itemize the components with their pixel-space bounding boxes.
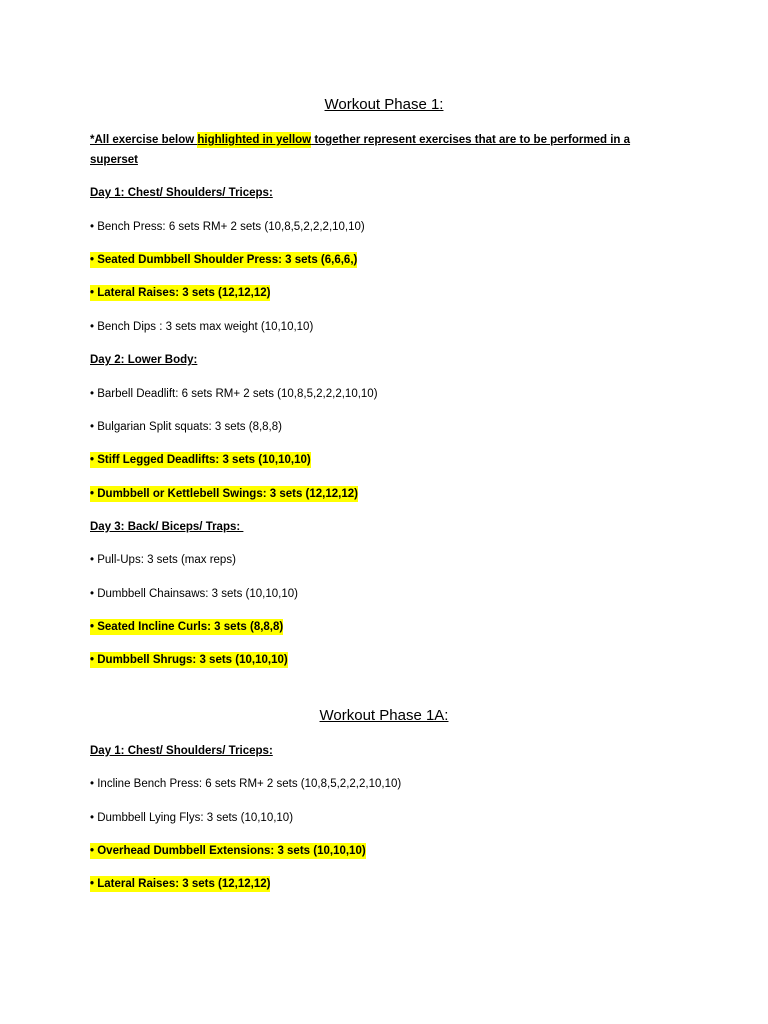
exercise-text: Lateral Raises: 3 sets (12,12,12) [97, 878, 271, 891]
bullet: • [90, 878, 95, 891]
day-heading: Day 1: Chest/ Shoulders/ Triceps: [90, 744, 273, 757]
note-line2: superset [90, 154, 138, 166]
bullet: • [90, 287, 95, 300]
superset-note [0, 130, 730, 170]
exercise-text: Dumbbell or Kettlebell Swings: 3 sets (12,12,12) [97, 487, 358, 500]
exercise-item [0, 317, 768, 337]
exercise-item [0, 774, 768, 794]
exercise-item [0, 450, 768, 470]
exercise-item [0, 484, 768, 504]
exercise-text: Pull-Ups: 3 sets (max reps) [97, 554, 236, 567]
exercise-item [0, 650, 768, 670]
exercise-text: Stiff Legged Deadlifts: 3 sets (10,10,10) [97, 454, 311, 467]
page-title [0, 95, 768, 115]
exercise-text: Dumbbell Lying Flys: 3 sets (10,10,10) [97, 811, 294, 824]
phase1a-title: Workout Phase 1A: [319, 706, 449, 724]
exercise-item [0, 417, 768, 437]
bullet: • [90, 420, 95, 433]
day-heading: Day 1: Chest/ Shoulders/ Triceps: [90, 187, 273, 200]
page-title [0, 706, 768, 726]
highlight-text: highlighted in yellow [197, 134, 312, 146]
exercise-item [0, 550, 768, 570]
phase1-title: Workout Phase 1: [324, 96, 444, 113]
note-suffix: together represent exercises that are to be performed in a [311, 134, 631, 146]
exercise-item [0, 283, 768, 303]
exercise-text: Dumbbell Shrugs: 3 sets (10,10,10) [97, 654, 288, 667]
exercise-item [0, 217, 768, 237]
exercise-text: Lateral Raises: 3 sets (12,12,12) [97, 287, 271, 300]
bullet: • [90, 554, 95, 567]
exercise-item [0, 584, 768, 604]
bullet: • [90, 320, 95, 333]
exercise-text: Incline Bench Press: 6 sets RM+ 2 sets (10,8,5,2,2,2,10,10) [97, 778, 402, 791]
exercise-item [0, 617, 768, 637]
bullet: • [90, 454, 95, 467]
exercise-text: Seated Incline Curls: 3 sets (8,8,8) [97, 621, 284, 634]
exercise-text: Overhead Dumbbell Extensions: 3 sets (10,10,10) [97, 845, 366, 858]
exercise-item [0, 874, 768, 894]
bullet: • [90, 487, 95, 500]
note-prefix: *All exercise below [90, 134, 198, 146]
day-heading: Day 2: Lower Body: [90, 354, 198, 367]
exercise-text: Seated Dumbbell Shoulder Press: 3 sets (6,6,6,) [97, 254, 358, 267]
exercise-text: Bench Press: 6 sets RM+ 2 sets (10,8,5,2,2,2,10,10) [97, 220, 365, 233]
exercise-text: Barbell Deadlift: 6 sets RM+ 2 sets (10,8,5,2,2,2,10,10) [97, 387, 378, 400]
bullet: • [90, 621, 95, 634]
exercise-item [0, 841, 768, 861]
bullet: • [90, 811, 95, 824]
exercise-text: Dumbbell Chainsaws: 3 sets (10,10,10) [97, 587, 298, 600]
bullet: • [90, 778, 95, 791]
day-heading: Day 3: Back/ Biceps/ Traps: [90, 520, 244, 533]
bullet: • [90, 220, 95, 233]
exercise-text: Bulgarian Split squats: 3 sets (8,8,8) [97, 420, 282, 433]
exercise-item [0, 250, 768, 270]
exercise-item [0, 384, 768, 404]
bullet: • [90, 587, 95, 600]
exercise-text: Bench Dips : 3 sets max weight (10,10,10) [97, 320, 314, 333]
bullet: • [90, 387, 95, 400]
bullet: • [90, 254, 95, 267]
bullet: • [90, 845, 95, 858]
bullet: • [90, 654, 95, 667]
exercise-item [0, 808, 768, 828]
